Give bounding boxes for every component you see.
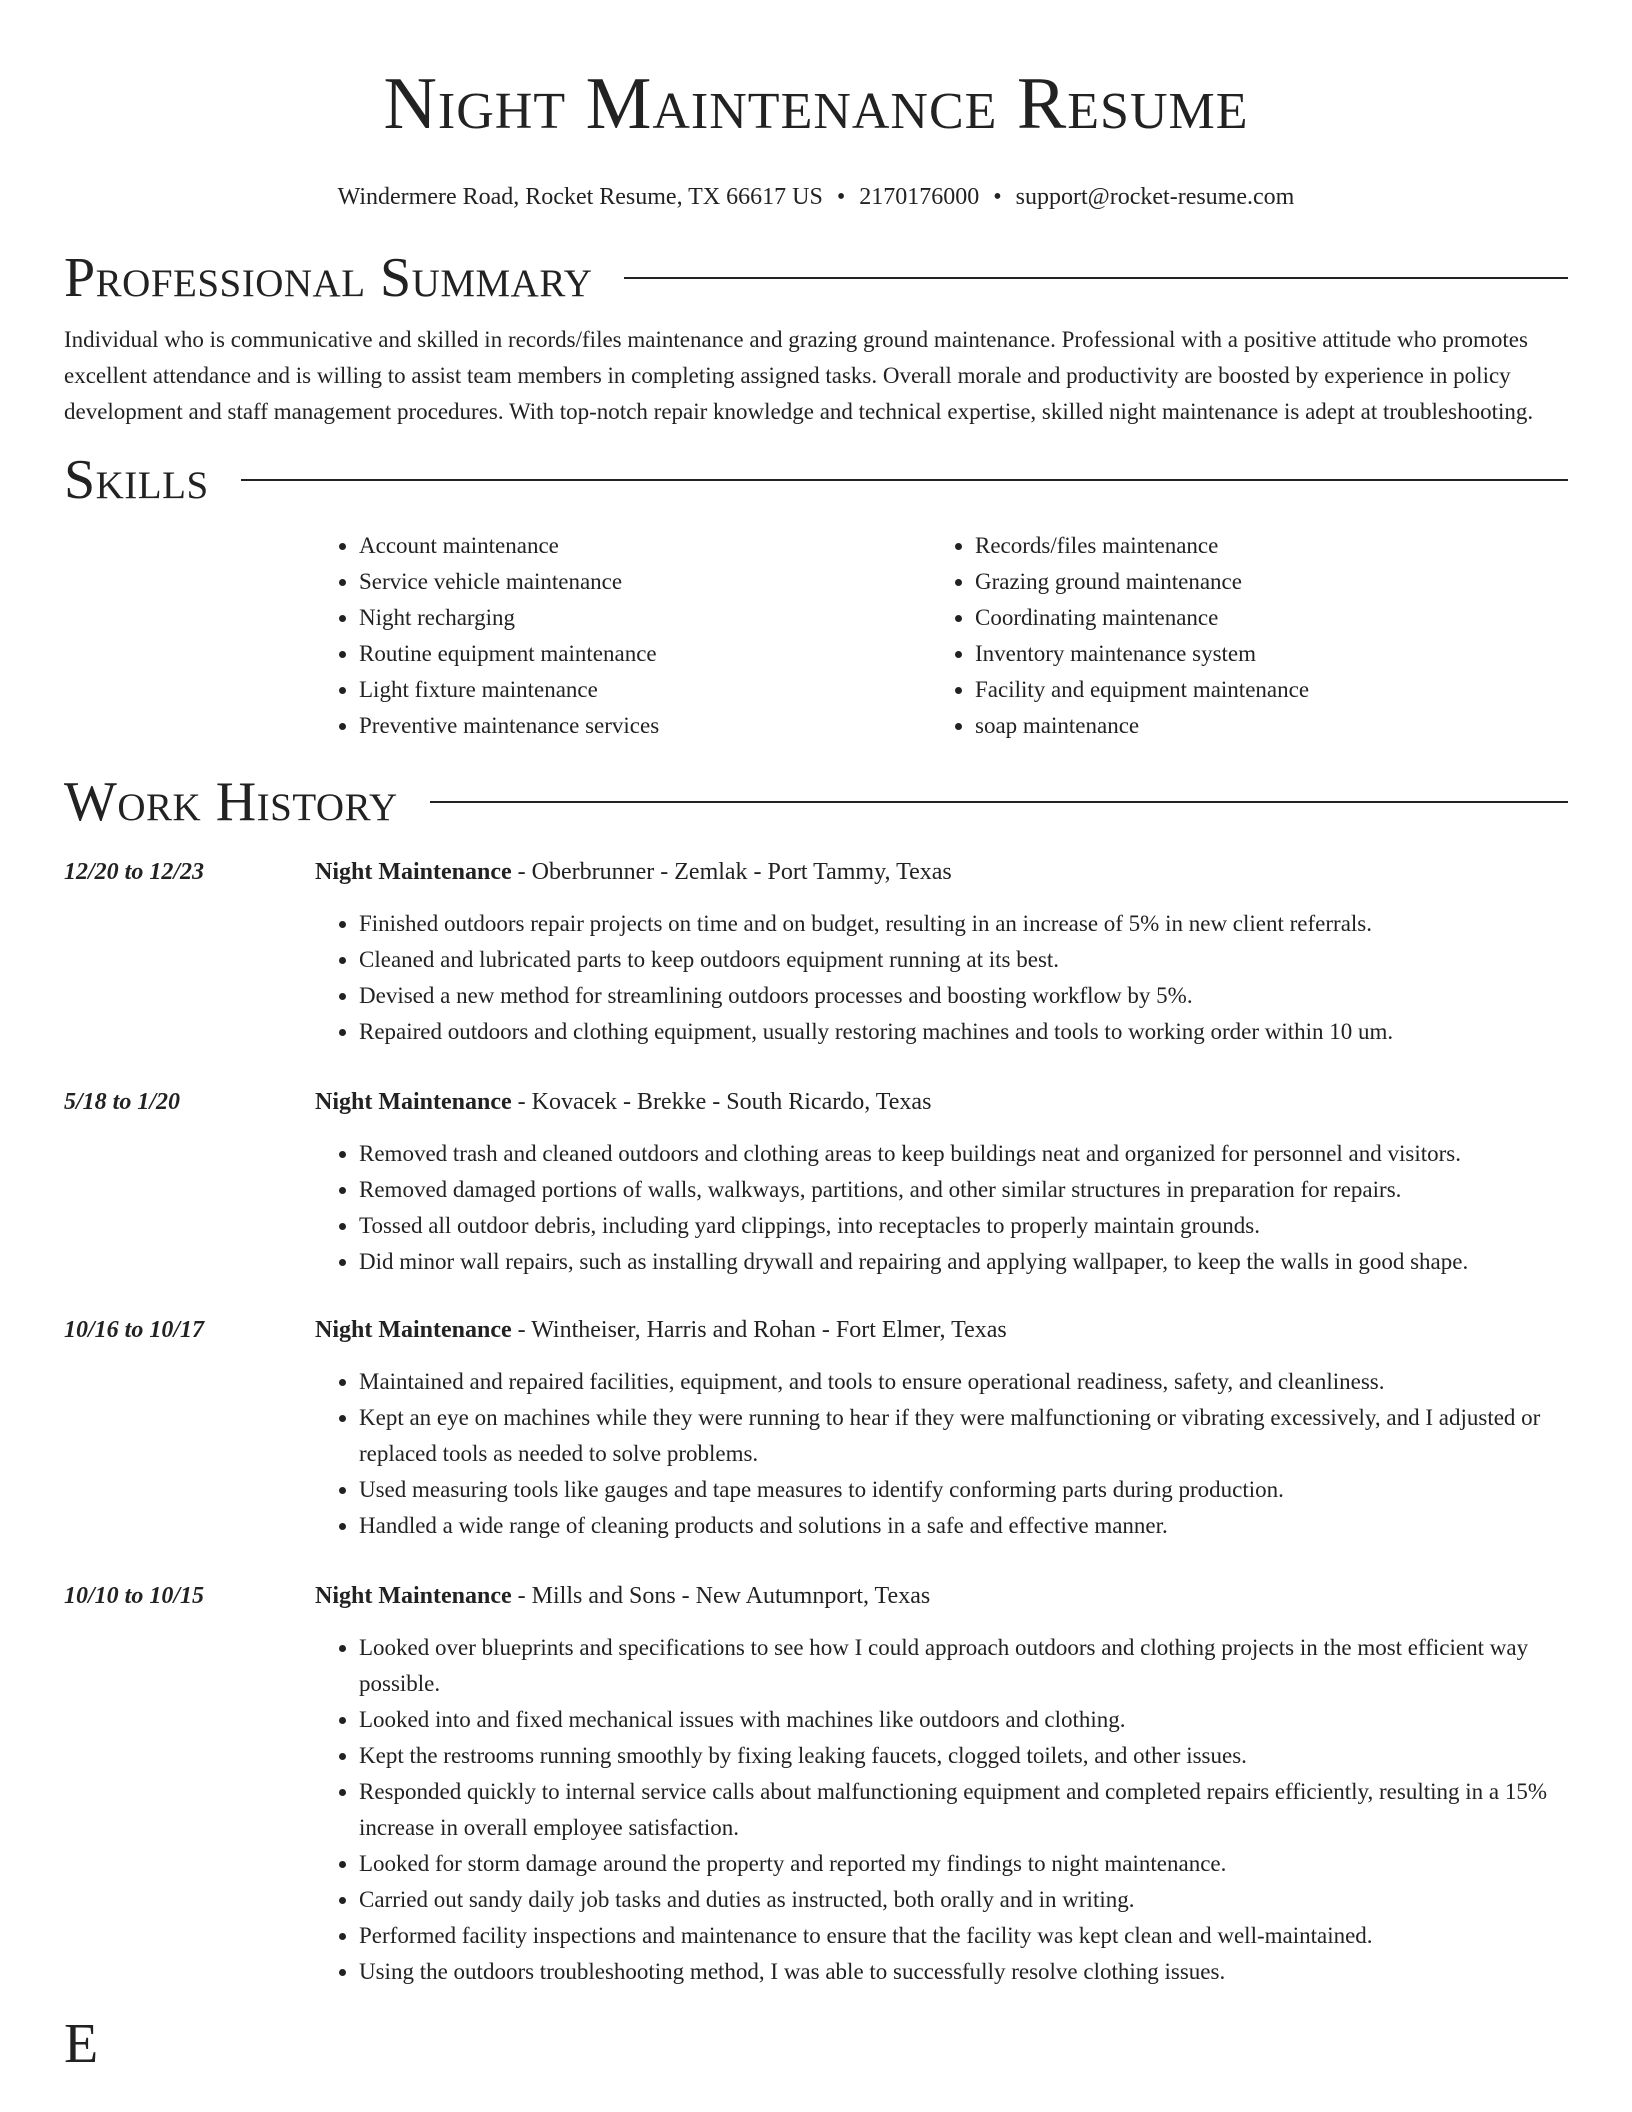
job-bullet: • Kept an eye on machines while they were running to hear if they were malfunctioning or vibrating excessively, and I adjusted or replaced tools as needed to solve problems. [359, 1400, 1568, 1472]
skill-item: • Preventive maintenance services [359, 708, 931, 744]
skill-item: • Coordinating maintenance [975, 600, 1531, 636]
job-title: Night Maintenance [315, 1317, 512, 1343]
section-title: Work History [64, 771, 398, 833]
section-title: Professional Summary [64, 247, 593, 309]
job-bullets [315, 1364, 1568, 1544]
contact-phone: 2170176000 [859, 184, 980, 210]
skills-list-left [315, 528, 931, 744]
job-entry [64, 1312, 1568, 1544]
skill-item: • Service vehicle maintenance [359, 564, 931, 600]
section-rule [430, 801, 1568, 803]
section-title-partial: E [64, 2013, 99, 2075]
job-dates: 10/10 to 10/15 [64, 1583, 205, 1609]
job-bullets [315, 1136, 1568, 1280]
skill-item: • Inventory maintenance system [975, 636, 1531, 672]
contact-separator: • [836, 184, 846, 210]
job-bullet: • Kept the restrooms running smoothly by fixing leaking faucets, clogged toilets, and other issues. [359, 1738, 1568, 1774]
job-bullet: • Carried out sandy daily job tasks and duties as instructed, both orally and in writing. [359, 1882, 1568, 1918]
job-bullet: • Finished outdoors repair projects on time and on budget, resulting in an increase of 5% in new client referrals. [359, 906, 1568, 942]
job-body [315, 1578, 1568, 1990]
job-bullet: • Did minor wall repairs, such as installing drywall and repairing and applying wallpaper, to keep the walls in good shape. [359, 1244, 1568, 1280]
section-rule [624, 277, 1568, 279]
contact-line [64, 180, 1568, 214]
job-title: Night Maintenance [315, 859, 512, 885]
job-heading [315, 854, 1568, 890]
section-header-work-history [64, 770, 1568, 834]
contact-address: Windermere Road, Rocket Resume, TX 66617 US [337, 184, 823, 210]
resume-name: Night Maintenance Resume [383, 63, 1249, 145]
job-entry [64, 854, 1568, 1050]
section-header-summary [64, 246, 1568, 310]
job-body [315, 1084, 1568, 1280]
job-entry [64, 1578, 1568, 1990]
skill-item: • Light fixture maintenance [359, 672, 931, 708]
skill-item: • Night recharging [359, 600, 931, 636]
section-title: Skills [64, 449, 209, 511]
job-title: Night Maintenance [315, 1089, 512, 1115]
job-heading [315, 1312, 1568, 1348]
job-bullet: • Cleaned and lubricated parts to keep outdoors equipment running at its best. [359, 942, 1568, 978]
job-bullet: • Removed trash and cleaned outdoors and clothing areas to keep buildings neat and organized for personnel and visitors. [359, 1136, 1568, 1172]
section-rule [241, 479, 1568, 481]
job-bullets [315, 906, 1568, 1050]
job-dates: 10/16 to 10/17 [64, 1317, 205, 1343]
job-title: Night Maintenance [315, 1583, 512, 1609]
contact-separator: • [993, 184, 1002, 210]
skill-item: • Grazing ground maintenance [975, 564, 1531, 600]
section-header-next [64, 2012, 1568, 2076]
job-employer: - Mills and Sons - New Autumnport, Texas [511, 1583, 931, 1609]
job-dates: 5/18 to 1/20 [64, 1089, 181, 1115]
job-bullet: • Responded quickly to internal service calls about malfunctioning equipment and completed repairs efficiently, resulting in a 15% increase in overall employee satisfaction. [359, 1774, 1568, 1846]
job-bullet: • Looked over blueprints and specifications to see how I could approach outdoors and clothing projects in the most efficient way possible. [359, 1630, 1568, 1702]
job-dates: 12/20 to 12/23 [64, 859, 205, 885]
resume-page [64, 0, 1568, 2076]
skill-item: • Account maintenance [359, 528, 931, 564]
job-bullet: • Looked for storm damage around the property and reported my findings to night maintenance. [359, 1846, 1568, 1882]
skill-item: • soap maintenance [975, 708, 1531, 744]
job-entry [64, 1084, 1568, 1280]
job-bullet: • Handled a wide range of cleaning products and solutions in a safe and effective manner. [359, 1508, 1568, 1544]
job-heading [315, 1578, 1568, 1614]
job-heading [315, 1084, 1568, 1120]
skill-item: • Routine equipment maintenance [359, 636, 931, 672]
section-header-skills [64, 448, 1568, 512]
job-bullets [315, 1630, 1568, 1990]
job-bullet: • Devised a new method for streamlining outdoors processes and boosting workflow by 5%. [359, 978, 1568, 1014]
summary-text: Individual who is communicative and skilled in records/files maintenance and grazing ground maintenance. Professional with a positive attitude who promotes excellent attendance and is willing to assist team members in completing assigned tasks. Overall morale and productivity are boosted by experience in policy development and staff management procedures. With top-notch repair knowledge and technical expertise, skilled night maintenance is adept at troubleshooting. [64, 327, 1534, 424]
job-bullet: • Repaired outdoors and clothing equipment, usually restoring machines and tools to working order within 10 um. [359, 1014, 1568, 1050]
job-bullet: • Removed damaged portions of walls, walkways, partitions, and other similar structures in preparation for repairs. [359, 1172, 1568, 1208]
job-bullet: • Maintained and repaired facilities, equipment, and tools to ensure operational readiness, safety, and cleanliness. [359, 1364, 1568, 1400]
job-employer: - Kovacek - Brekke - South Ricardo, Texas [511, 1089, 932, 1115]
skill-item: • Facility and equipment maintenance [975, 672, 1531, 708]
job-body [315, 1312, 1568, 1544]
job-employer: - Wintheiser, Harris and Rohan - Fort Elmer, Texas [511, 1317, 1007, 1343]
job-bullet: • Using the outdoors troubleshooting method, I was able to successfully resolve clothing issues. [359, 1954, 1568, 1990]
job-body [315, 854, 1568, 1050]
contact-email: support@rocket-resume.com [1015, 184, 1295, 210]
skills-grid [315, 528, 1568, 744]
job-bullet: • Used measuring tools like gauges and tape measures to identify conforming parts during production. [359, 1472, 1568, 1508]
job-bullet: • Performed facility inspections and maintenance to ensure that the facility was kept clean and well-maintained. [359, 1918, 1568, 1954]
skills-list-right [931, 528, 1531, 744]
job-employer: - Oberbrunner - Zemlak - Port Tammy, Texas [511, 859, 952, 885]
skill-item: • Records/files maintenance [975, 528, 1531, 564]
job-bullet: • Looked into and fixed mechanical issues with machines like outdoors and clothing. [359, 1702, 1568, 1738]
job-bullet: • Tossed all outdoor debris, including yard clippings, into receptacles to properly maintain grounds. [359, 1208, 1568, 1244]
